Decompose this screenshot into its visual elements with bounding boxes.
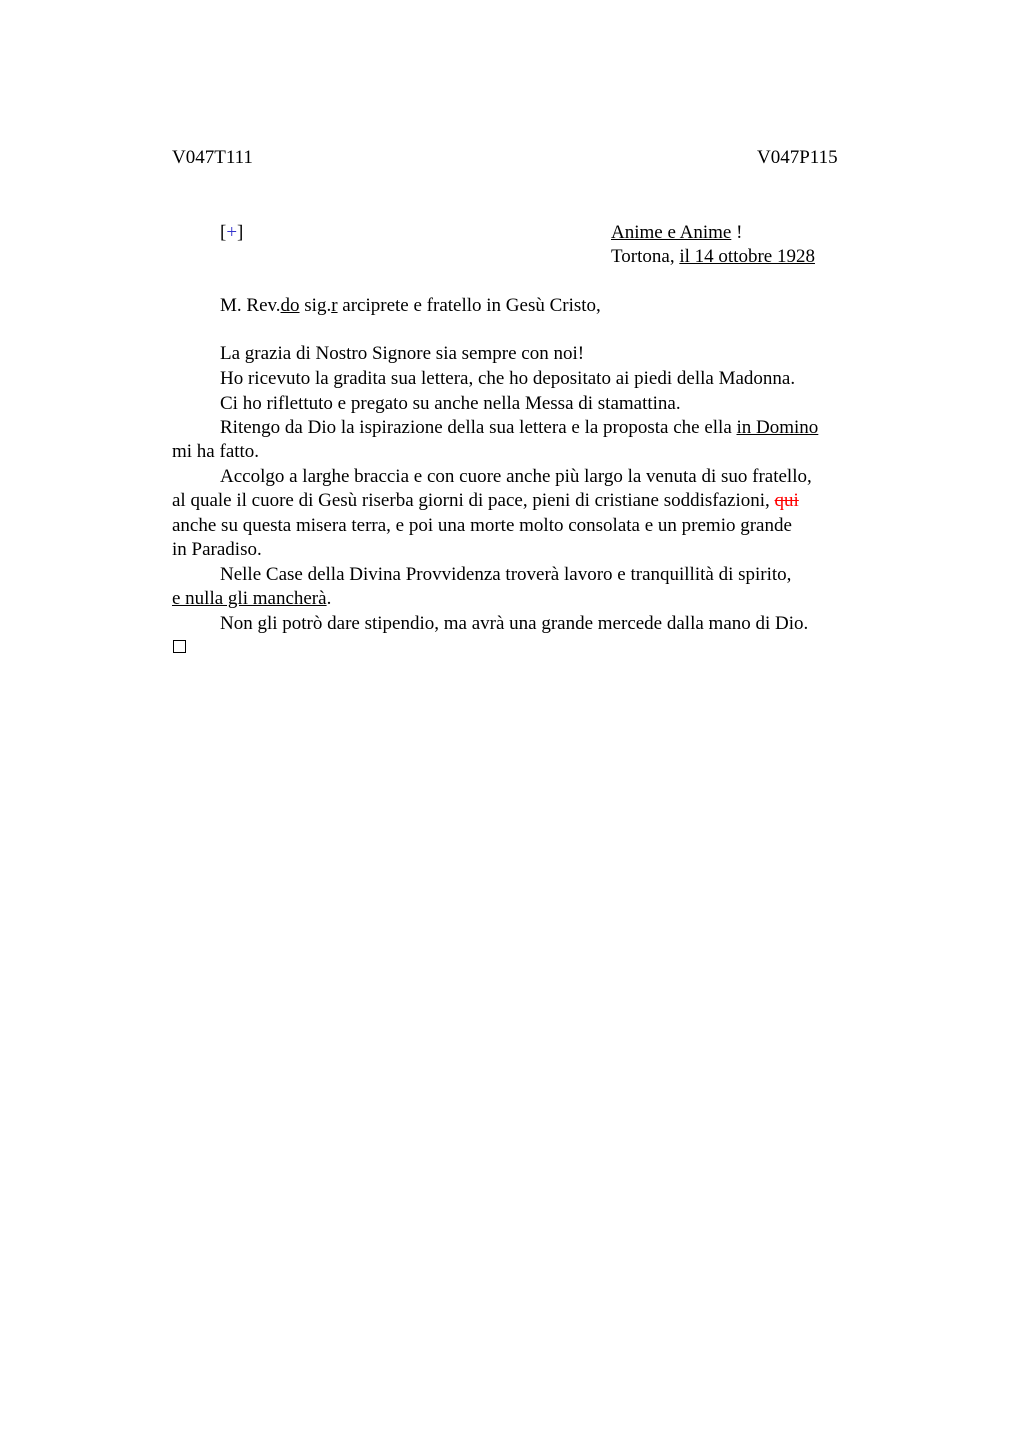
body-text: . bbox=[326, 588, 332, 609]
underlined-phrase: e nulla gli mancherà bbox=[172, 588, 327, 609]
salutation-part: arciprete e fratello in Gesù Cristo, bbox=[337, 295, 601, 316]
body-line: mi ha fatto. bbox=[172, 441, 260, 462]
body-line: Non gli potrò dare stipendio, ma avrà una grande mercede dalla mano di Dio. bbox=[220, 613, 809, 634]
cross-icon: + bbox=[226, 222, 238, 243]
right-code: V047P115 bbox=[757, 147, 838, 168]
salutation-part: sig. bbox=[299, 295, 332, 316]
salutation-abbrev-r: r bbox=[331, 295, 338, 316]
body-line: Ci ho riflettuto e pregato su anche nella Messa di stamattina. bbox=[220, 393, 681, 414]
body-line bbox=[172, 587, 331, 611]
dateline-date: il 14 ottobre 1928 bbox=[679, 246, 815, 267]
body-line: Nelle Case della Divina Provvidenza troverà lavoro e tranquillità di spirito, bbox=[220, 564, 792, 585]
left-code: V047T111 bbox=[172, 147, 253, 168]
body-line bbox=[220, 416, 818, 440]
motto-text: Anime e Anime bbox=[611, 222, 732, 243]
dateline-place: Tortona, bbox=[611, 246, 680, 267]
body-line: in Paradiso. bbox=[172, 539, 262, 560]
body-text: al quale il cuore di Gesù riserba giorni di pace, pieni di cristiane soddisfazioni, bbox=[172, 490, 775, 511]
cross-close-bracket: ] bbox=[237, 222, 244, 243]
body-text: Ritengo da Dio la ispirazione della sua lettera e la proposta che ella bbox=[220, 417, 737, 438]
end-box-icon bbox=[173, 640, 186, 653]
salutation bbox=[220, 295, 601, 317]
motto-suffix: ! bbox=[731, 222, 743, 243]
deleted-word: qui bbox=[774, 490, 799, 511]
body-line: Accolgo a larghe braccia e con cuore anche più largo la venuta di suo fratello, bbox=[220, 466, 812, 487]
underlined-phrase: in Domino bbox=[736, 417, 819, 438]
salutation-abbrev-do: do bbox=[280, 295, 300, 316]
cross-mark bbox=[220, 222, 243, 244]
motto bbox=[611, 222, 742, 244]
salutation-part: M. Rev. bbox=[220, 295, 281, 316]
body-line: Ho ricevuto la gradita sua lettera, che ho depositato ai piedi della Madonna. bbox=[220, 368, 796, 389]
cross-open-bracket: [ bbox=[220, 222, 227, 243]
body-line bbox=[172, 489, 799, 513]
dateline bbox=[611, 246, 815, 268]
body-line: La grazia di Nostro Signore sia sempre con noi! bbox=[220, 343, 585, 364]
body-line: anche su questa misera terra, e poi una morte molto consolata e un premio grande bbox=[172, 515, 792, 536]
